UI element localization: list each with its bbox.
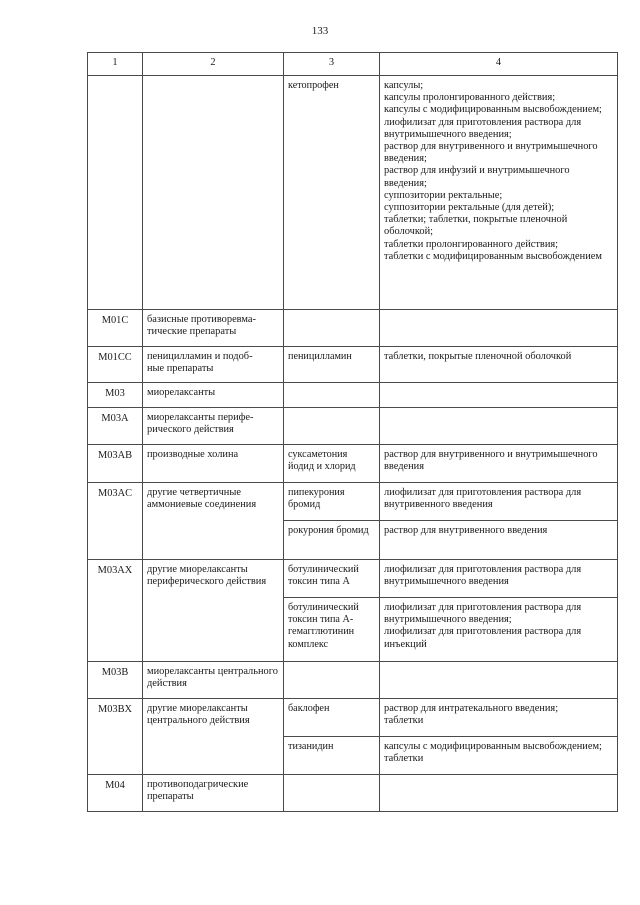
table-row	[88, 76, 618, 310]
column-header: 1	[88, 53, 143, 76]
dosage-forms-cell	[380, 408, 618, 445]
group-name-cell: другие миорелаксанты центрального действия	[143, 699, 284, 775]
group-name-cell: миорелаксанты	[143, 383, 284, 408]
table-row	[88, 445, 618, 483]
atc-code-cell: M03A	[88, 408, 143, 445]
group-name-cell: пеницилламин и подоб- ные препараты	[143, 347, 284, 383]
group-name-cell: миорелаксанты перифе- рического действия	[143, 408, 284, 445]
column-header: 3	[284, 53, 380, 76]
dosage-forms-cell: капсулы; капсулы пролонгированного действия; капсулы с модифицированным высвобождением; лиофилизат для приготовления раствора для внутримышечного введения; раствор для внутривенного и внутримышечного введения; раствор для инфузий и внутримышечного введения; суппозитории ректальные; суппозитории ректальные (для детей); таблетки; таблетки, покрытые пленочной оболочкой; таблетки пролонгированного действия; таблетки с модифицированным высвобождением	[380, 76, 618, 310]
drug-name-cell: кетопрофен	[284, 76, 380, 310]
dosage-forms-cell: лиофилизат для приготовления раствора для внутримышечного введения	[380, 560, 618, 598]
dosage-forms-cell: раствор для интратекального введения; таблетки	[380, 699, 618, 737]
column-header: 2	[143, 53, 284, 76]
dosage-forms-cell: раствор для внутривенного введения	[380, 521, 618, 560]
table-row	[88, 408, 618, 445]
drug-name-cell	[284, 775, 380, 812]
drug-name-cell: пипекурония бромид	[284, 483, 380, 521]
column-header: 4	[380, 53, 618, 76]
drug-name-cell: баклофен	[284, 699, 380, 737]
table-row	[88, 560, 618, 598]
drug-name-cell: рокурония бромид	[284, 521, 380, 560]
drug-name-cell	[284, 383, 380, 408]
atc-code-cell	[88, 76, 143, 310]
dosage-forms-cell: капсулы с модифицированным высвобождением; таблетки	[380, 737, 618, 775]
table-row	[88, 662, 618, 699]
drug-name-cell	[284, 408, 380, 445]
atc-code-cell: M01C	[88, 310, 143, 347]
table-row	[88, 310, 618, 347]
table-row	[88, 383, 618, 408]
group-name-cell: производные холина	[143, 445, 284, 483]
drug-name-cell	[284, 662, 380, 699]
atc-code-cell: M03B	[88, 662, 143, 699]
dosage-forms-cell: таблетки, покрытые пленочной оболочкой	[380, 347, 618, 383]
group-name-cell: противоподагрические препараты	[143, 775, 284, 812]
dosage-forms-cell	[380, 662, 618, 699]
atc-code-cell: M03BX	[88, 699, 143, 775]
group-name-cell: миорелаксанты центрального действия	[143, 662, 284, 699]
atc-code-cell: M03AB	[88, 445, 143, 483]
dosage-forms-cell: лиофилизат для приготовления раствора для внутримышечного введения; лиофилизат для приготовления раствора для инъекций	[380, 598, 618, 662]
atc-code-cell: M03	[88, 383, 143, 408]
drug-table	[87, 52, 618, 812]
dosage-forms-cell	[380, 310, 618, 347]
table-row	[88, 775, 618, 812]
table-row	[88, 347, 618, 383]
drug-name-cell: пеницилламин	[284, 347, 380, 383]
dosage-forms-cell: раствор для внутривенного и внутримышечного введения	[380, 445, 618, 483]
atc-code-cell: M03AC	[88, 483, 143, 560]
atc-code-cell: M03AX	[88, 560, 143, 662]
group-name-cell: другие миорелаксанты периферического действия	[143, 560, 284, 662]
atc-code-cell: M04	[88, 775, 143, 812]
group-name-cell	[143, 76, 284, 310]
drug-name-cell	[284, 310, 380, 347]
table-row	[88, 699, 618, 737]
dosage-forms-cell	[380, 775, 618, 812]
drug-name-cell: суксаметония йодид и хлорид	[284, 445, 380, 483]
dosage-forms-cell: лиофилизат для приготовления раствора для внутривенного введения	[380, 483, 618, 521]
page-number: 133	[311, 25, 329, 37]
drug-name-cell: ботулинический токсин типа А-гемагглютинин комплекс	[284, 598, 380, 662]
table-row	[88, 483, 618, 521]
group-name-cell: базисные противоревма- тические препараты	[143, 310, 284, 347]
drug-name-cell: тизанидин	[284, 737, 380, 775]
drug-name-cell: ботулинический токсин типа А	[284, 560, 380, 598]
dosage-forms-cell	[380, 383, 618, 408]
atc-code-cell: M01CC	[88, 347, 143, 383]
header-row	[88, 53, 618, 76]
group-name-cell: другие четвертичные аммониевые соединения	[143, 483, 284, 560]
